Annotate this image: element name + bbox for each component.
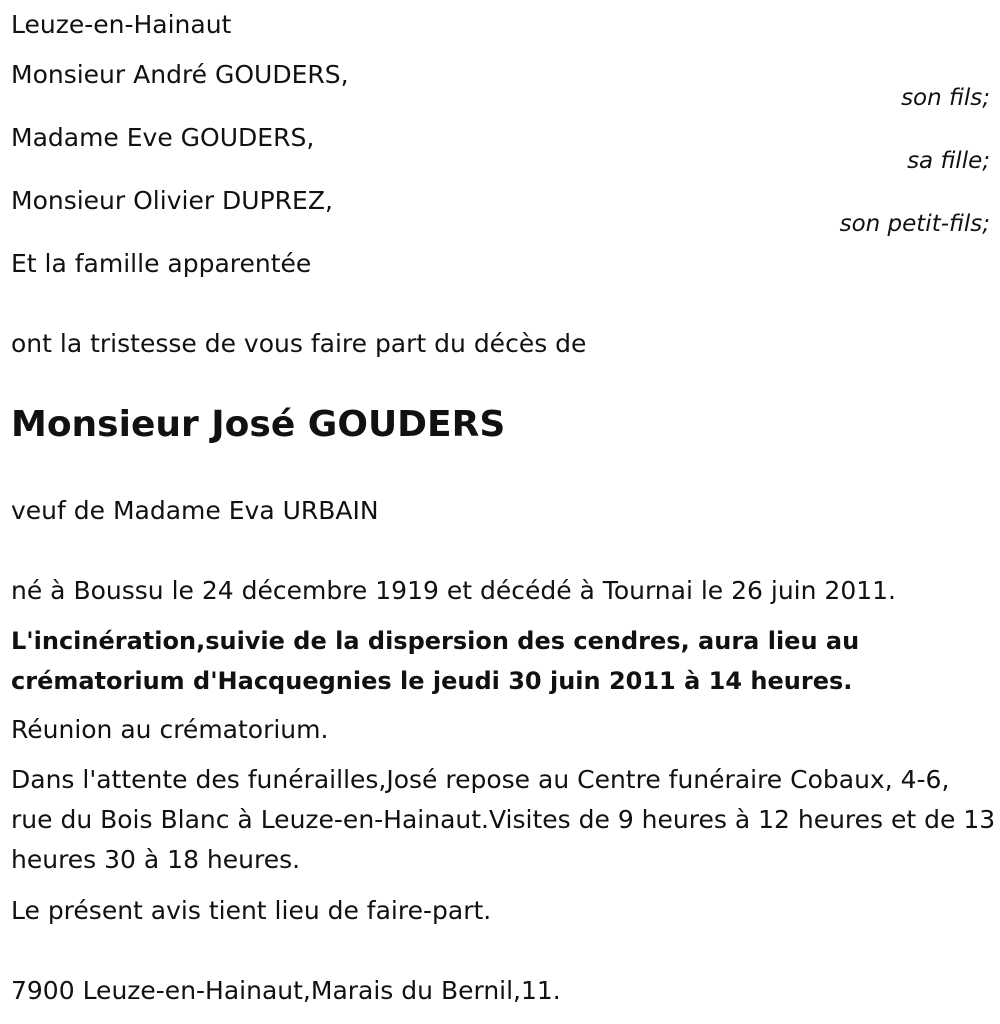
announcement: ont la tristesse de vous faire part du décès de <box>11 329 587 358</box>
family-member-name: Monsieur André GOUDERS, <box>11 60 349 89</box>
family-member-relation: sa fille; <box>907 148 990 174</box>
cremation-details: L'incinération,suivie de la dispersion des cendres, aura lieu au crématorium d'Hacquegnies le jeudi 30 juin 2011 à 14 heures. <box>11 627 860 695</box>
family-member-name: Madame Eve GOUDERS, <box>11 123 315 152</box>
meeting-info: Réunion au crématorium. <box>11 715 329 744</box>
repose-details: Dans l'attente des funérailles,José repose au Centre funéraire Cobaux, 4-6, rue du Bois Blanc à Leuze-en-Hainaut.Visites de 9 heures à 12 heures et de 13 heures 30 à 18 heures. <box>11 765 996 874</box>
extended-family: Et la famille apparentée <box>11 249 312 278</box>
widower-of: veuf de Madame Eva URBAIN <box>11 496 379 525</box>
address: 7900 Leuze-en-Hainaut,Marais du Bernil,11. <box>11 976 561 1005</box>
notice: Le présent avis tient lieu de faire-part. <box>11 896 492 925</box>
family-member-relation: son petit-fils; <box>839 211 990 237</box>
birth-death: né à Boussu le 24 décembre 1919 et décédé à Tournai le 26 juin 2011. <box>11 576 896 605</box>
family-member-relation: son fils; <box>901 85 990 111</box>
family-member-name: Monsieur Olivier DUPREZ, <box>11 186 333 215</box>
location-heading: Leuze-en-Hainaut <box>11 10 232 39</box>
deceased-name: Monsieur José GOUDERS <box>11 404 506 445</box>
